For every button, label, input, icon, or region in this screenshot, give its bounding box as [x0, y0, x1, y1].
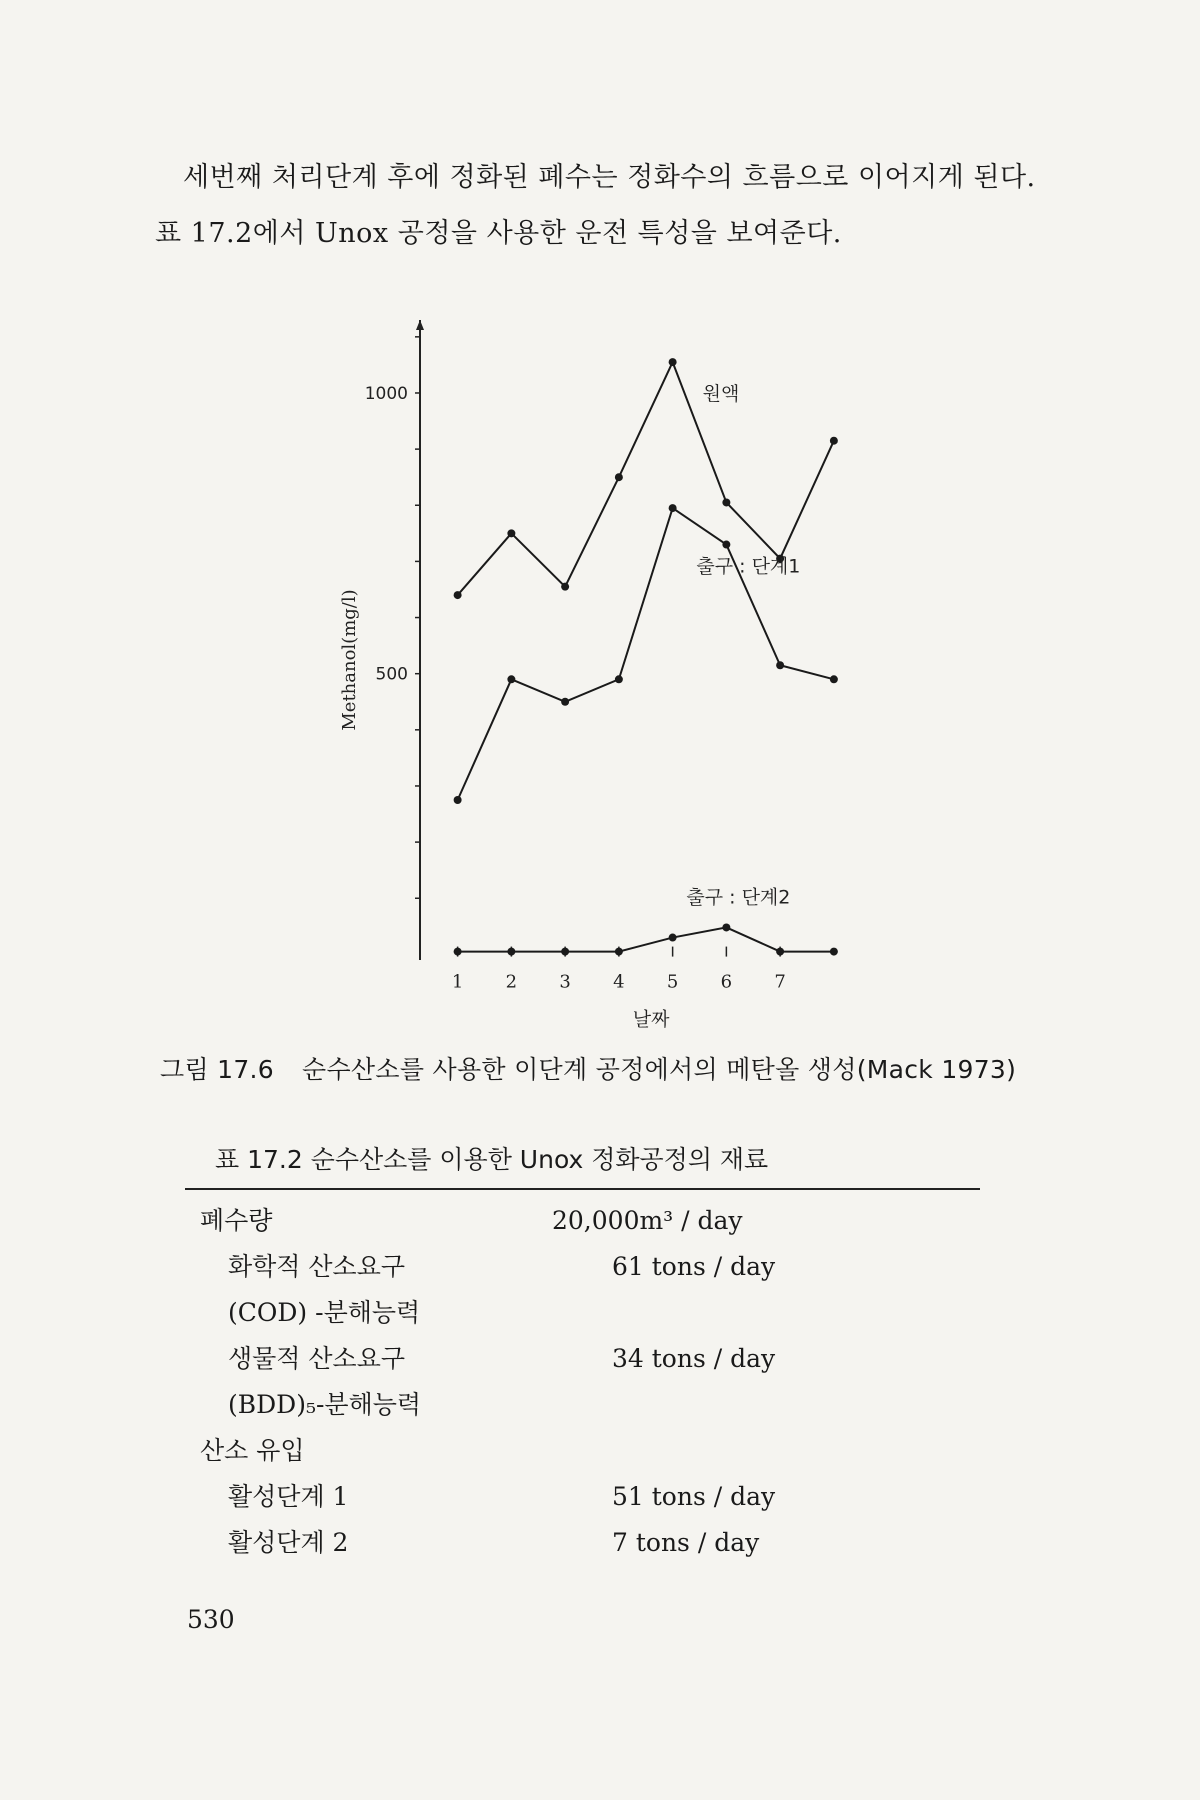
table-row: [200, 1336, 920, 1382]
row-value: 51 tons / day: [612, 1482, 776, 1511]
data-point: [561, 583, 569, 591]
row-label: 활성단계 2: [228, 1528, 349, 1557]
data-point: [669, 358, 677, 366]
data-point: [561, 948, 569, 956]
data-point: [669, 934, 677, 942]
data-point: [507, 675, 515, 683]
intro-line-2: 표 17.2에서 Unox 공정을 사용한 운전 특성을 보여준다.: [155, 218, 842, 249]
data-point: [507, 948, 515, 956]
data-point: [776, 661, 784, 669]
table-row: [200, 1244, 920, 1290]
series-line: [458, 927, 834, 951]
x-tick-label: 3: [559, 971, 571, 993]
figure-number: 그림 17.6: [160, 1055, 275, 1084]
table-row: [200, 1290, 920, 1336]
y-tick-label: 1000: [364, 383, 408, 404]
row-label: 폐수량: [200, 1206, 273, 1235]
row-label: 화학적 산소요구: [228, 1252, 405, 1281]
x-tick-label: 6: [720, 971, 733, 993]
intro-paragraph: [155, 150, 1055, 262]
data-point: [615, 675, 623, 683]
series-label: 출구 : 단계1: [696, 555, 801, 578]
row-value: 7 tons / day: [612, 1528, 760, 1557]
data-point: [669, 504, 677, 512]
series-label: 출구 : 단계2: [686, 886, 791, 909]
data-point: [454, 591, 462, 599]
figure-caption-text: 순수산소를 사용한 이단계 공정에서의 메탄올 생성(Mack 1973): [302, 1055, 1017, 1084]
series-line: [458, 508, 834, 800]
page-number: 530: [187, 1605, 235, 1634]
x-tick-label: 7: [774, 971, 786, 993]
chart-svg: [320, 300, 880, 1040]
data-point: [722, 498, 730, 506]
data-point: [830, 675, 838, 683]
row-label: (BDD)₅-분해능력: [228, 1390, 422, 1419]
data-point: [830, 948, 838, 956]
row-value: 34 tons / day: [612, 1344, 776, 1373]
data-point: [615, 473, 623, 481]
row-value: 20,000m³ / day: [552, 1206, 743, 1235]
x-tick-label: 5: [666, 971, 679, 993]
row-label: 활성단계 1: [228, 1482, 349, 1511]
data-point: [454, 796, 462, 804]
y-axis-label: Methanol(mg/l): [339, 589, 360, 731]
row-label: 산소 유입: [200, 1436, 305, 1465]
x-tick-label: 1: [451, 971, 464, 993]
intro-line-1: 세번째 처리단계 후에 정화된 폐수는 정화수의 흐름으로 이어지게 된다.: [183, 162, 1036, 193]
data-point: [561, 698, 569, 706]
table-row: [200, 1428, 920, 1474]
table-title: 표 17.2 순수산소를 이용한 Unox 정화공정의 재료: [215, 1145, 769, 1174]
x-axis-label: 날짜: [632, 1008, 670, 1031]
row-label: 생물적 산소요구: [228, 1344, 405, 1373]
series-label: 원액: [702, 383, 740, 406]
y-axis-arrow: [416, 320, 424, 330]
data-point: [830, 437, 838, 445]
row-label: (COD) -분해능력: [228, 1298, 421, 1327]
table-row: [200, 1382, 920, 1428]
data-point: [454, 948, 462, 956]
materials-table: [200, 1198, 920, 1566]
methanol-chart: [320, 300, 880, 1040]
data-point: [722, 541, 730, 549]
table-row: [200, 1520, 920, 1566]
data-point: [776, 948, 784, 956]
data-point: [722, 923, 730, 931]
data-point: [507, 529, 515, 537]
table-row: [200, 1198, 920, 1244]
x-tick-label: 2: [505, 971, 518, 993]
y-tick-label: 500: [375, 664, 408, 685]
row-value: 61 tons / day: [612, 1252, 776, 1281]
table-row: [200, 1474, 920, 1520]
figure-caption: [160, 1050, 1016, 1086]
x-tick-label: 4: [613, 971, 625, 993]
data-point: [615, 948, 623, 956]
table-top-rule: [185, 1188, 980, 1190]
